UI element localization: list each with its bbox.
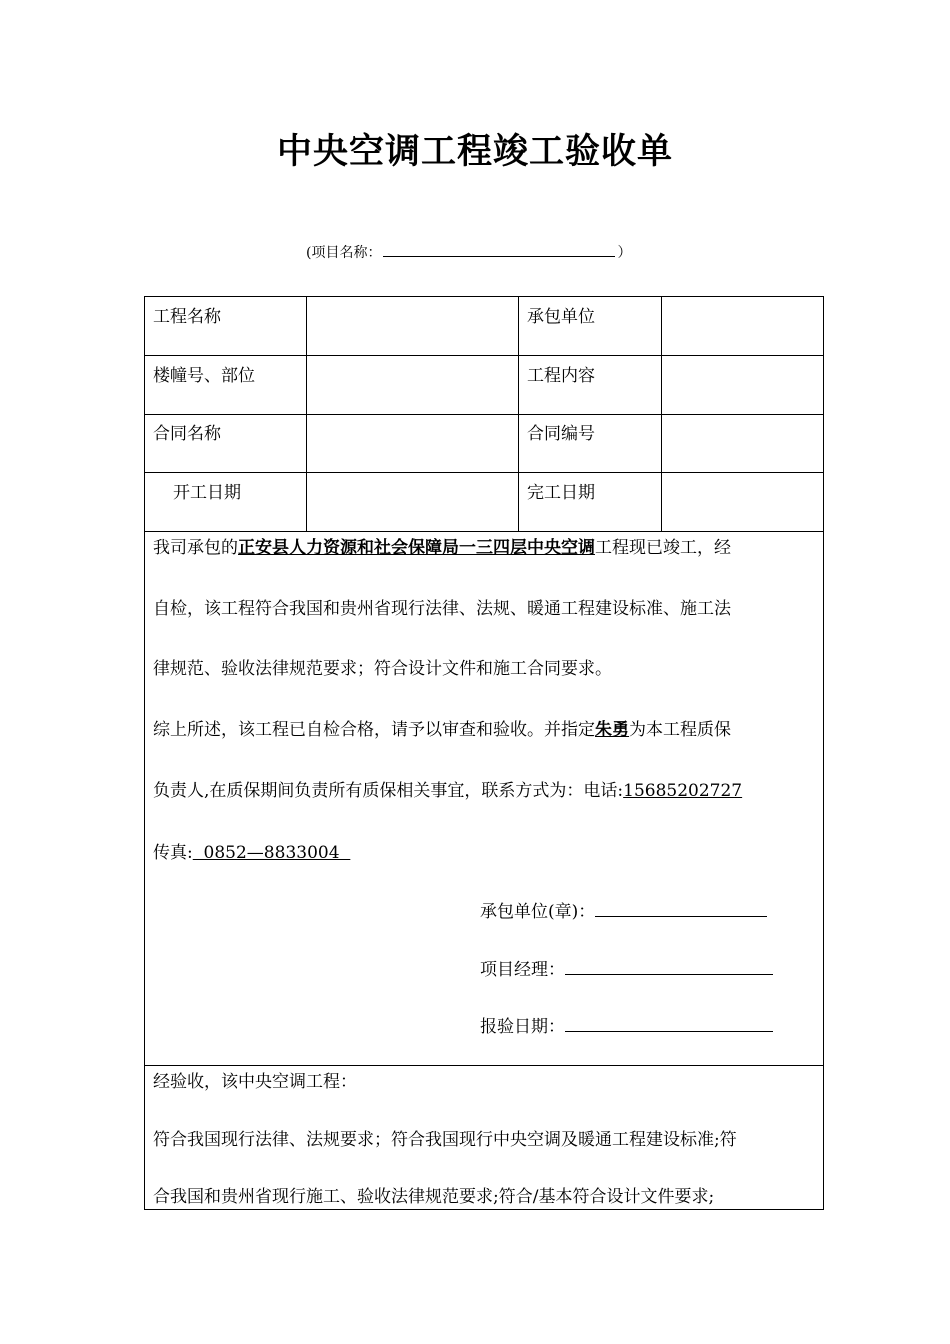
declaration-suffix: 工程现已竣工，经 — [595, 538, 731, 558]
fax-label: 传真: — [153, 843, 193, 863]
declaration-line-3: 律规范、验收法律规范要求；符合设计文件和施工合同要求。 — [153, 659, 612, 679]
project-name-label: (项目名称： — [306, 245, 382, 261]
contact-prefix: 负责人,在质保期间负责所有质保相关事宜，联系方式为：电话: — [153, 781, 624, 801]
contract-number-value-cell[interactable] — [662, 414, 823, 472]
declaration-line-6 — [153, 841, 350, 865]
project-manager-line — [480, 956, 773, 982]
finish-date-label-cell: 完工日期 — [519, 473, 662, 531]
contractor-seal-blank[interactable] — [595, 898, 767, 917]
declaration-line-4 — [153, 718, 731, 742]
inspection-date-line — [480, 1013, 773, 1039]
declaration-line-2: 自检，该工程符合我国和贵州省现行法律、法规、暖通工程建设标准、施工法 — [153, 599, 731, 619]
form-row — [145, 473, 823, 532]
project-name-line — [306, 242, 631, 263]
form-row — [145, 414, 823, 473]
inspection-date-label: 报验日期： — [480, 1017, 565, 1037]
form-row — [145, 356, 823, 415]
contract-name-label-cell: 合同名称 — [145, 414, 307, 472]
building-value-cell[interactable] — [307, 356, 519, 414]
declaration-line-5 — [153, 779, 742, 803]
declaration-prefix: 我司承包的 — [153, 538, 238, 558]
inspection-date-blank[interactable] — [565, 1013, 773, 1032]
acceptance-section — [145, 1066, 823, 1210]
summary-suffix: 为本工程质保 — [629, 720, 731, 740]
work-content-value-cell[interactable] — [662, 356, 823, 414]
project-manager-label: 项目经理： — [480, 960, 565, 980]
project-name-value-cell[interactable] — [307, 297, 519, 355]
fax-number: 0852—8833004 — [192, 843, 351, 863]
work-content-label-cell: 工程内容 — [519, 356, 662, 414]
contractor-seal-label: 承包单位(章)： — [480, 902, 596, 922]
start-date-value-cell[interactable] — [307, 473, 519, 531]
declaration-project: 正安县人力资源和社会保障局一三四层中央空调 — [238, 538, 595, 558]
acceptance-line-3: 合我国和贵州省现行施工、验收法律规范要求;符合/基本符合设计文件要求; — [153, 1187, 715, 1207]
contractor-label-cell: 承包单位 — [519, 297, 662, 355]
project-name-close: ） — [617, 245, 632, 261]
declaration-line-1 — [153, 536, 731, 560]
acceptance-form — [144, 296, 824, 1210]
contract-number-label-cell: 合同编号 — [519, 414, 662, 472]
contractor-seal-line — [480, 898, 767, 924]
document-title: 中央空调工程竣工验收单 — [276, 132, 673, 172]
project-name-blank[interactable] — [383, 242, 615, 257]
project-manager-blank[interactable] — [565, 956, 773, 975]
phone-number: 15685202727 — [623, 781, 743, 801]
contractor-declaration — [145, 532, 823, 1066]
form-row — [145, 297, 823, 356]
summary-prefix: 综上所述，该工程已自检合格，请予以审查和验收。并指定 — [153, 720, 595, 740]
building-label-cell: 楼幢号、部位 — [145, 356, 307, 414]
contractor-value-cell[interactable] — [662, 297, 823, 355]
acceptance-line-2: 符合我国现行法律、法规要求；符合我国现行中央空调及暖通工程建设标准;符 — [153, 1130, 737, 1150]
project-name-label-cell: 工程名称 — [145, 297, 307, 355]
start-date-label-cell: 开工日期 — [145, 473, 307, 531]
acceptance-line-1: 经验收，该中央空调工程： — [153, 1072, 357, 1092]
contract-name-value-cell[interactable] — [307, 414, 519, 472]
warranty-person: 朱勇 — [595, 720, 629, 740]
finish-date-value-cell[interactable] — [662, 473, 823, 531]
